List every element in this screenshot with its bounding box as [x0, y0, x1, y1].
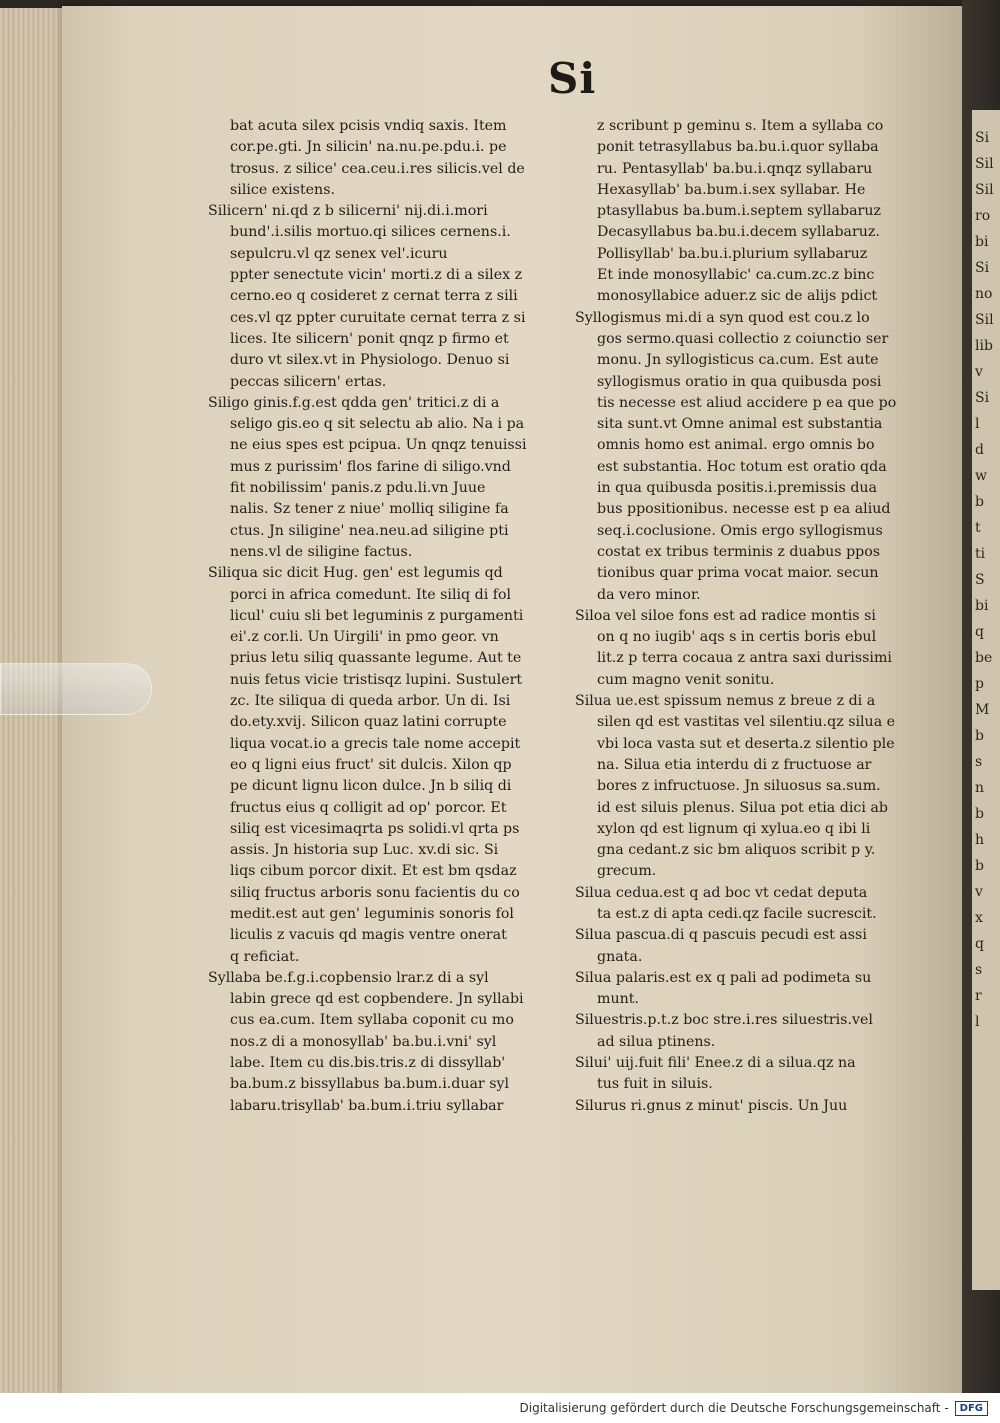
adjacent-page-text: Si Sil Sil ro bi Si no Sil lib v Si l d w b t ti S bi q be p M b s n b h b v x q s r l: [975, 130, 994, 1030]
text-line: fit nobilissim' panis.z pdu.li.vn Juue: [230, 480, 486, 497]
text-line: Siluestris.p.t.z boc stre.i.res siluestris.vel: [575, 1012, 873, 1029]
text-line: do.ety.xvij. Silicon quaz latini corrupte: [230, 714, 507, 731]
text-line: monu. Jn syllogisticus ca.cum. Est aute: [597, 352, 879, 369]
text-line: tis necesse est aliud accidere p ea que po: [597, 394, 897, 411]
text-line: Pollisyllab' ba.bu.i.plurium syllabaruz: [597, 245, 868, 262]
text-line: seq.i.coclusione. Omis ergo syllogismus: [597, 522, 883, 539]
text-line: Syllogismus mi.di a syn quod est cou.z lo: [575, 309, 870, 326]
text-line: lit.z p terra cocaua z antra saxi durissimi: [597, 650, 892, 667]
text-line: prius letu siliq quassante legume. Aut te: [230, 650, 522, 667]
text-line: sita sunt.vt Omne animal est substantia: [597, 416, 883, 433]
text-line: ru. Pentasyllab' ba.bu.i.qnqz syllabaru: [597, 160, 873, 177]
text-line: nalis. Sz tener z niue' molliq siligine fa: [230, 501, 509, 518]
text-line: ptasyllabus ba.bum.i.septem syllabaruz: [597, 203, 881, 220]
text-line: ctus. Jn siligine' nea.neu.ad siligine pti: [230, 522, 509, 539]
text-line: Siloa vel siloe fons est ad radice montis si: [575, 607, 876, 624]
text-line: bat acuta silex pcisis vndiq saxis. Item: [230, 118, 507, 134]
text-line: seligo gis.eo q sit selectu ab alio. Na i pa: [230, 416, 525, 433]
text-line: da vero minor.: [597, 586, 701, 603]
text-line: Siliqua sic dicit Hug. gen' est legumis qd: [208, 565, 503, 582]
text-line: cus ea.cum. Item syllaba coponit cu mo: [230, 1012, 514, 1029]
text-line: licul' cuiu sli bet leguminis z purgamenti: [230, 607, 524, 624]
text-line: peccas silicern' ertas.: [230, 373, 387, 390]
text-line: mus z purissim' flos farine di siligo.vnd: [230, 458, 511, 475]
text-line: Silui' uij.fuit fili' Enee.z di a silua.qz na: [575, 1055, 856, 1072]
text-line: syllogismus oratio in qua quibusda posi: [597, 373, 882, 390]
text-line: cor.pe.gti. Jn silicin' na.nu.pe.pdu.i. pe: [230, 139, 507, 156]
text-line: lices. Ite silicern' ponit qnqz p firmo et: [230, 330, 509, 347]
text-line: grecum.: [597, 863, 657, 880]
text-line: medit.est aut gen' leguminis sonoris fol: [230, 905, 514, 922]
text-line: tionibus quar prima vocat maior. secun: [597, 565, 879, 582]
text-line: id est siluis plenus. Silua pot etia dici ab: [597, 799, 888, 816]
footer-bar: [0, 1393, 1000, 1423]
text-line: munt.: [597, 991, 639, 1008]
text-line: bores z infructuose. Jn siluosus sa.sum.: [597, 778, 881, 795]
text-line: gos sermo.quasi collectio z coiunctio ser: [597, 330, 889, 347]
text-line: labaru.trisyllab' ba.bum.i.triu syllabar: [230, 1097, 504, 1114]
text-line: pe dicunt lignu licon dulce. Jn b siliq di: [230, 778, 512, 795]
text-line: labe. Item cu dis.bis.tris.z di dissyllab': [230, 1055, 506, 1072]
text-line: monosyllabice aduer.z sic de alijs pdict: [597, 288, 878, 305]
text-line: siliq fructus arboris sonu facientis du co: [230, 884, 520, 901]
text-line: sepulcru.vl qz senex vel'.icuru: [230, 245, 448, 262]
text-line: ppter senectute vicin' morti.z di a silex z: [230, 267, 523, 284]
dfg-logo-icon: DFG: [955, 1401, 988, 1416]
text-line: porci in africa comedunt. Ite siliq di fol: [230, 586, 512, 603]
text-line: Silua pascua.di q pascuis pecudi est assi: [575, 927, 867, 944]
text-line: zc. Ite siliqua di queda arbor. Un di. Isi: [230, 693, 511, 710]
text-line: assis. Jn historia sup Luc. xv.di sic. Si: [230, 842, 499, 859]
text-line: Syllaba be.f.g.i.copbensio lrar.z di a syl: [208, 969, 489, 986]
text-line: cum magno venit sonitu.: [597, 671, 775, 688]
text-line: vbi loca vasta sut et deserta.z silentio ple: [597, 735, 895, 752]
text-line: na. Silua etia interdu di z fructuose ar: [597, 756, 872, 773]
text-line: on q no iugib' aqs s in certis boris ebul: [597, 629, 877, 646]
text-line: in qua quibusda positis.i.premissis dua: [597, 480, 878, 497]
text-line: Silua palaris.est ex q pali ad podimeta su: [575, 969, 872, 986]
text-line: bund'.i.silis mortuo.qi silices cernens.i.: [230, 224, 511, 241]
text-line: liqua vocat.io a grecis tale nome accepit: [230, 735, 521, 752]
footer-credit: Digitalisierung gefördert durch die Deutsche Forschungsgemeinschaft -: [519, 1401, 949, 1415]
right-column: [575, 116, 923, 1117]
text-line: gna cedant.z sic bm aliquos scribit p y.: [597, 842, 876, 859]
text-line: nuis fetus vicie tristisqz lupini. Sustulert: [230, 671, 523, 688]
text-line: tus fuit in siluis.: [597, 1076, 713, 1093]
text-line: ponit tetrasyllabus ba.bu.i.quor syllaba: [597, 139, 879, 156]
text-line: nens.vl de siligine factus.: [230, 543, 413, 560]
text-line: silen qd est vastitas vel silentiu.qz silua e: [597, 714, 896, 731]
text-line: gnata.: [597, 948, 643, 965]
text-line: z scribunt p geminu s. Item a syllaba co: [597, 118, 884, 134]
text-line: liqs cibum porcor dixit. Et est bm qsdaz: [230, 863, 517, 880]
page-heading: Si: [548, 54, 597, 103]
text-line: fructus eius q colligit ad op' porcor. Et: [230, 799, 507, 816]
text-line: cerno.eo q cosideret z cernat terra z sili: [230, 288, 518, 305]
text-line: Silurus ri.gnus z minut' piscis. Un Juu: [575, 1097, 848, 1114]
text-line: labin grece qd est copbendere. Jn syllabi: [230, 991, 524, 1008]
text-line: est substantia. Hoc totum est oratio qda: [597, 458, 887, 475]
text-line: eo q ligni eius fruct' sit dulcis. Xilon qp: [230, 756, 512, 773]
left-column: [208, 116, 570, 1117]
text-line: siliq est vicesimaqrta ps solidi.vl qrta ps: [230, 820, 520, 837]
text-line: ba.bum.z bissyllabus ba.bum.i.duar syl: [230, 1076, 510, 1093]
text-line: ad silua ptinens.: [597, 1033, 716, 1050]
text-line: xylon qd est lignum qi xylua.eo q ibi li: [597, 820, 871, 837]
text-line: Silicern' ni.qd z b silicerni' nij.di.i.mori: [208, 203, 488, 220]
text-line: liculis z vacuis qd magis ventre onerat: [230, 927, 507, 944]
text-line: silice existens.: [230, 181, 335, 198]
text-line: ei'.z cor.li. Un Uirgili' in pmo geor. vn: [230, 629, 499, 646]
text-line: omnis homo est animal. ergo omnis bo: [597, 437, 875, 454]
text-line: Hexasyllab' ba.bum.i.sex syllabar. He: [597, 181, 866, 198]
text-line: Siligo ginis.f.g.est qdda gen' tritici.z di a: [208, 394, 500, 411]
text-line: trosus. z silice' cea.ceu.i.res silicis.vel de: [230, 160, 525, 177]
text-line: Silua ue.est spissum nemus z breue z di a: [575, 693, 876, 710]
text-line: bus ppositionibus. necesse est p ea aliud: [597, 501, 891, 518]
text-line: q reficiat.: [230, 948, 300, 965]
text-line: costat ex tribus terminis z duabus ppos: [597, 543, 881, 560]
text-line: ces.vl qz ppter curuitate cernat terra z si: [230, 309, 526, 326]
text-line: ne eius spes est pcipua. Un qnqz tenuissi: [230, 437, 527, 454]
text-line: ta est.z di apta cedi.qz facile sucrescit.: [597, 905, 877, 922]
text-line: Et inde monosyllabic' ca.cum.zc.z binc: [597, 267, 875, 284]
text-line: duro vt silex.vt in Physiologo. Denuo si: [230, 352, 510, 369]
text-line: nos.z di a monosyllab' ba.bu.i.vni' syl: [230, 1033, 497, 1050]
text-line: Silua cedua.est q ad boc vt cedat deputa: [575, 884, 868, 901]
page-clip: [0, 663, 152, 715]
text-line: Decasyllabus ba.bu.i.decem syllabaruz.: [597, 224, 880, 241]
